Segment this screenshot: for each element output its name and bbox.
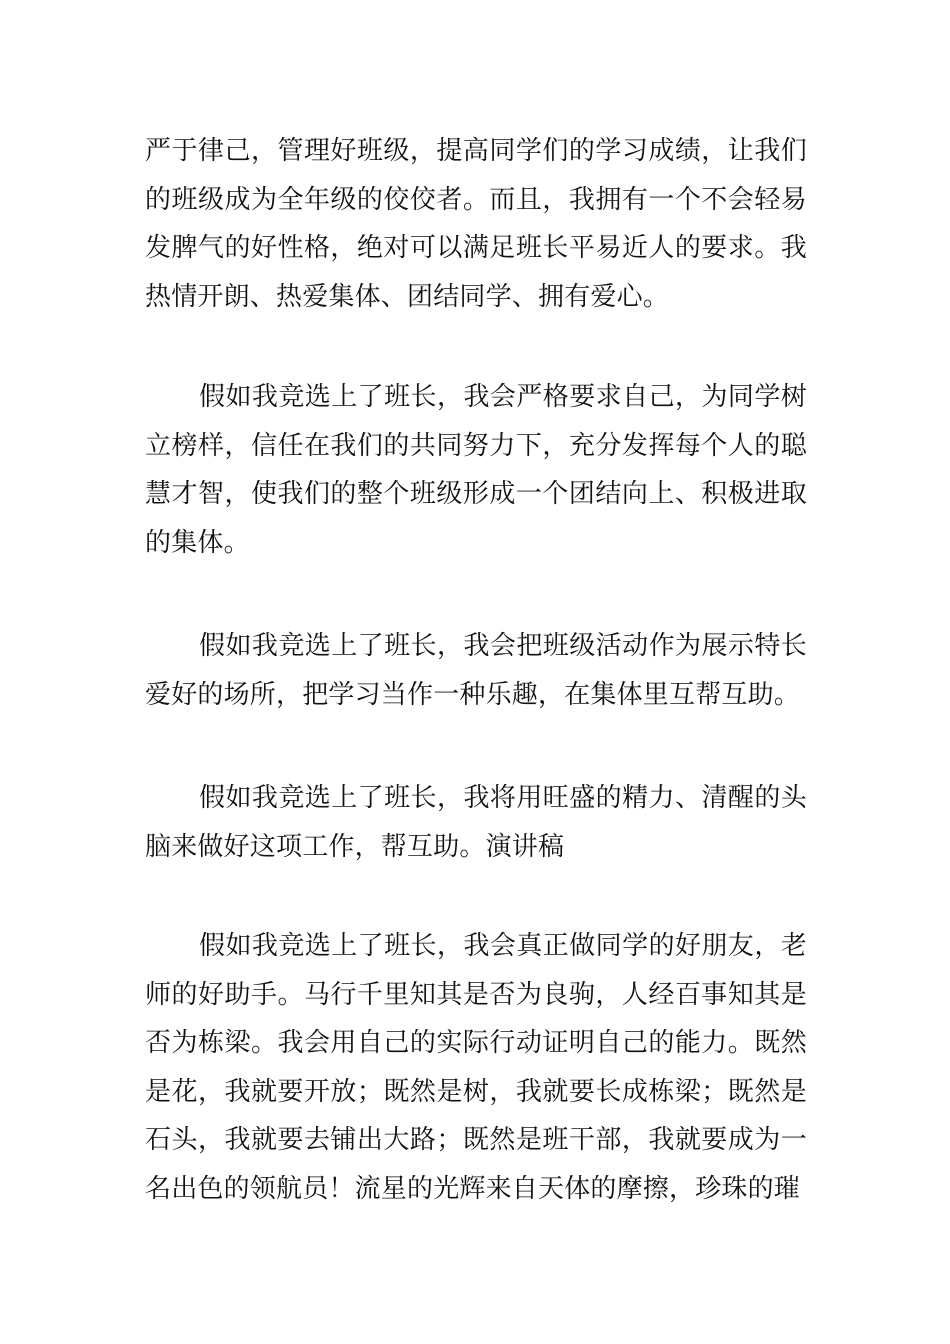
paragraph: 假如我竞选上了班长，我将用旺盛的精力、清醒的头脑来做好这项工作，帮互助。演讲稿 bbox=[145, 783, 807, 862]
paragraph: 假如我竞选上了班长，我会真正做同学的好朋友，老师的好助手。马行千里知其是否为良驹，人经百事知其是否为栋梁。我会用自己的实际行动证明自己的能力。既然是花，我就要开放；既然是树，我就要长成栋梁；既然是石头，我就要去铺出大路；既然是班干部，我就要成为一名出色的领航员！流星的光辉来自天体的摩擦，珍珠的璀 bbox=[145, 931, 807, 1204]
paragraph: 假如我竞选上了班长，我会把班级活动作为展示特长爱好的场所，把学习当作一种乐趣，在集体里互帮互助。 bbox=[145, 631, 807, 710]
paragraph: 假如我竞选上了班长，我会严格要求自己，为同学树立榜样，信任在我们的共同努力下，充分发挥每个人的聪慧才智，使我们的整个班级形成一个团结向上、积极进取的集体。 bbox=[145, 382, 807, 558]
paragraph-continuation: 严于律己，管理好班级，提高同学们的学习成绩，让我们的班级成为全年级的佼佼者。而且，我拥有一个不会轻易发脾气的好性格，绝对可以满足班长平易近人的要求。我热情开朗、热爱集体、团结同学、拥有爱心。 bbox=[145, 136, 807, 312]
